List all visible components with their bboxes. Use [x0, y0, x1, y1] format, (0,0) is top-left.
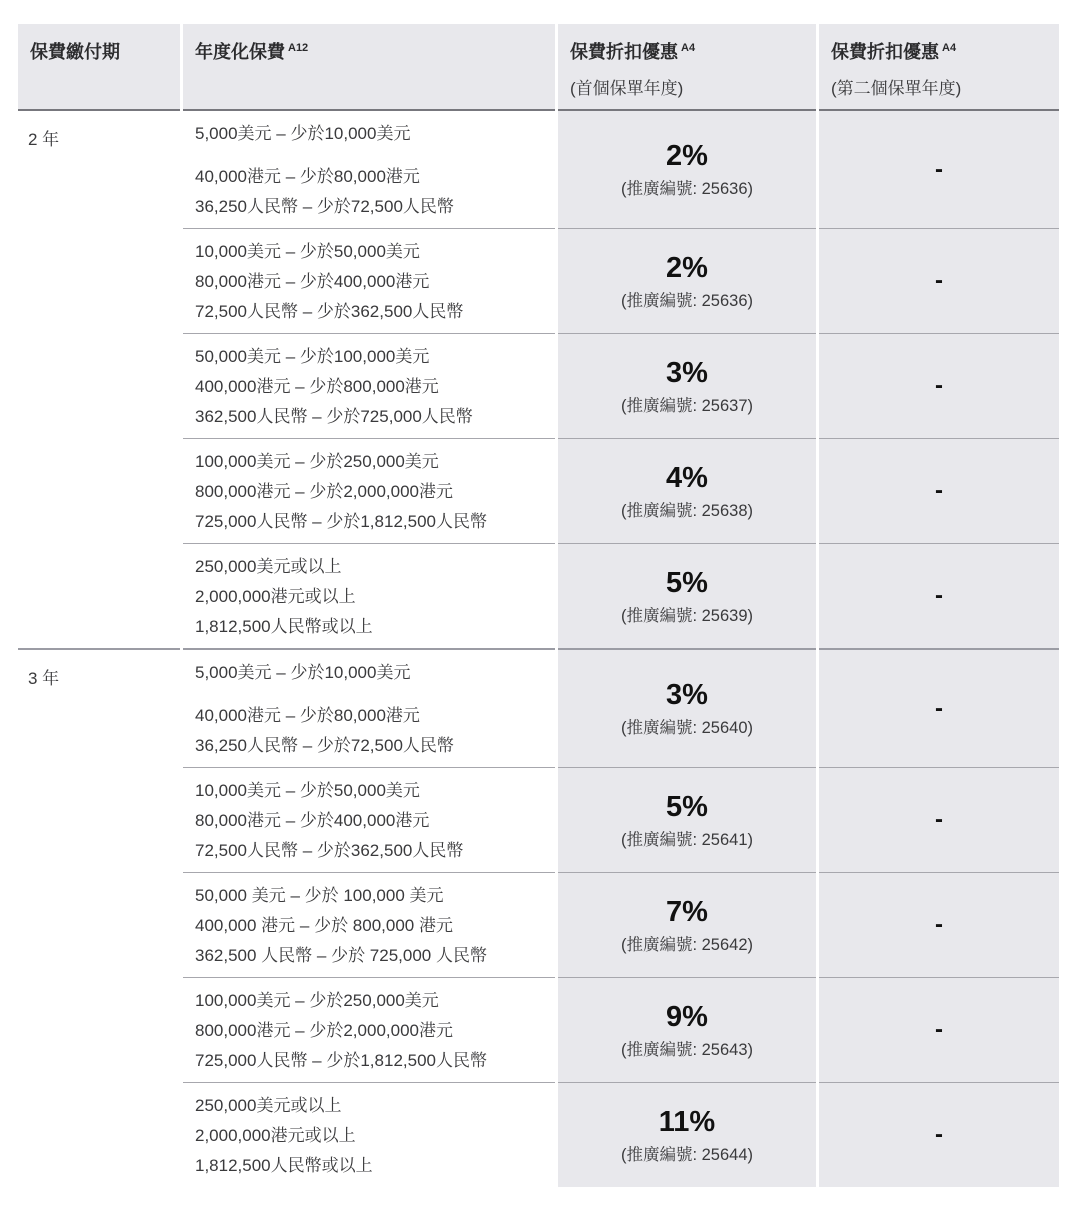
promo-code: (推廣編號: 25644) — [620, 1145, 754, 1164]
annualized-premium-cell — [183, 543, 555, 648]
annualized-premium-cell — [183, 228, 555, 333]
promo-code: (推廣編號: 25638) — [620, 501, 754, 520]
premium-tier-line: 40,000港元 – 少於80,000港元 — [195, 706, 420, 725]
premium-tier-line: 10,000美元 – 少於50,000美元 — [195, 242, 420, 261]
premium-tier-line: 800,000港元 – 少於2,000,000港元 — [195, 1021, 453, 1040]
discount-first-year-cell — [558, 111, 816, 228]
premium-tier-line: 5,000美元 – 少於10,000美元 — [195, 124, 411, 143]
discount-second-year-cell: - — [819, 977, 1059, 1082]
premium-tier-line: 100,000美元 – 少於250,000美元 — [195, 991, 439, 1010]
discount-percentage: 2% — [666, 251, 708, 284]
discount-percentage: 4% — [666, 461, 708, 494]
premium-tier-line: 362,500人民幣 – 少於725,000人民幣 — [195, 407, 473, 426]
discount-percentage: 9% — [666, 1000, 708, 1033]
premium-tier-line: 50,000美元 – 少於100,000美元 — [195, 347, 430, 366]
discount-percentage: 5% — [666, 790, 708, 823]
discount-second-year-cell: - — [819, 648, 1059, 767]
premium-tier-line: 80,000港元 – 少於400,000港元 — [195, 811, 430, 830]
discount-percentage: 3% — [666, 356, 708, 389]
discount-first-year-cell — [558, 767, 816, 872]
header-premium-payment-period-label: 保費繳付期 — [30, 42, 120, 62]
premium-tier-line: 2,000,000港元或以上 — [195, 587, 356, 606]
header-premium-payment-period — [18, 24, 180, 111]
discount-second-year-cell: - — [819, 228, 1059, 333]
header-row — [18, 24, 1059, 111]
premium-tier-line: 36,250人民幣 – 少於72,500人民幣 — [195, 197, 454, 216]
footnote-ref-a12: A12 — [288, 42, 309, 54]
header-discount-first-year — [558, 24, 816, 111]
annualized-premium-cell — [183, 1082, 555, 1187]
table-row — [18, 111, 1059, 228]
premium-discount-table — [15, 24, 1062, 1187]
annualized-premium-cell — [183, 333, 555, 438]
discount-first-year-cell — [558, 1082, 816, 1187]
discount-second-year-cell: - — [819, 111, 1059, 228]
premium-tier-line: 80,000港元 – 少於400,000港元 — [195, 272, 430, 291]
discount-second-year-cell: - — [819, 438, 1059, 543]
discount-second-year-cell: - — [819, 543, 1059, 648]
footnote-ref-a4-second: A4 — [942, 42, 957, 54]
header-annualized-premium-label: 年度化保費 — [195, 42, 285, 62]
premium-tier-line: 250,000美元或以上 — [195, 557, 342, 576]
premium-tier-line: 100,000美元 – 少於250,000美元 — [195, 452, 439, 471]
premium-tier-line: 50,000 美元 – 少於 100,000 美元 — [195, 886, 444, 905]
discount-percentage: 11% — [658, 1105, 716, 1138]
discount-first-year-cell — [558, 228, 816, 333]
promo-code: (推廣編號: 25642) — [620, 935, 754, 954]
premium-tier-line: 800,000港元 – 少於2,000,000港元 — [195, 482, 453, 501]
premium-tier-line: 362,500 人民幣 – 少於 725,000 人民幣 — [195, 946, 487, 965]
annualized-premium-cell — [183, 111, 555, 228]
premium-tier-line: 40,000港元 – 少於80,000港元 — [195, 167, 420, 186]
discount-first-year-cell — [558, 438, 816, 543]
promo-code: (推廣編號: 25641) — [620, 830, 754, 849]
premium-tier-line: 250,000美元或以上 — [195, 1096, 342, 1115]
annualized-premium-cell — [183, 648, 555, 767]
annualized-premium-cell — [183, 767, 555, 872]
annualized-premium-cell — [183, 872, 555, 977]
discount-first-year-cell — [558, 648, 816, 767]
premium-tier-line: 5,000美元 – 少於10,000美元 — [195, 663, 411, 682]
discount-second-year-cell: - — [819, 872, 1059, 977]
premium-tier-line: 72,500人民幣 – 少於362,500人民幣 — [195, 841, 464, 860]
header-discount-second-year-subtitle: (第二個保單年度) — [831, 79, 962, 98]
premium-tier-line: 2,000,000港元或以上 — [195, 1126, 356, 1145]
footnote-ref-a4-first: A4 — [681, 42, 696, 54]
annualized-premium-cell — [183, 977, 555, 1082]
table-header — [18, 24, 1059, 111]
promo-code: (推廣編號: 25643) — [620, 1040, 754, 1059]
premium-tier-line: 400,000港元 – 少於800,000港元 — [195, 377, 439, 396]
premium-tier-line: 1,812,500人民幣或以上 — [195, 1156, 373, 1175]
table-row — [18, 648, 1059, 767]
header-discount-first-year-subtitle: (首個保單年度) — [570, 79, 684, 98]
premium-tier-line: 400,000 港元 – 少於 800,000 港元 — [195, 916, 453, 935]
header-discount-first-year-label: 保費折扣優惠 — [570, 42, 678, 62]
discount-percentage: 3% — [666, 679, 708, 711]
promo-code: (推廣編號: 25637) — [620, 396, 754, 415]
premium-tier-line: 36,250人民幣 – 少於72,500人民幣 — [195, 736, 454, 755]
premium-tier-line: 72,500人民幣 – 少於362,500人民幣 — [195, 302, 464, 321]
premium-tier-line: 725,000人民幣 – 少於1,812,500人民幣 — [195, 1051, 487, 1070]
annualized-premium-cell — [183, 438, 555, 543]
discount-percentage: 5% — [666, 566, 708, 599]
discount-second-year-cell: - — [819, 767, 1059, 872]
discount-first-year-cell — [558, 543, 816, 648]
discount-percentage: 7% — [666, 895, 708, 928]
header-discount-second-year — [819, 24, 1059, 111]
discount-first-year-cell — [558, 977, 816, 1082]
promo-code: (推廣編號: 25639) — [620, 606, 754, 625]
premium-tier-line: 1,812,500人民幣或以上 — [195, 617, 373, 636]
premium-tier-line: 10,000美元 – 少於50,000美元 — [195, 781, 420, 800]
header-annualized-premium — [183, 24, 555, 111]
header-discount-second-year-label: 保費折扣優惠 — [831, 42, 939, 62]
discount-percentage: 2% — [666, 140, 708, 172]
period-cell: 2 年 — [18, 111, 180, 648]
table-body — [18, 111, 1059, 1187]
discount-second-year-cell: - — [819, 333, 1059, 438]
promo-code: (推廣編號: 25640) — [620, 719, 754, 737]
period-cell: 3 年 — [18, 648, 180, 1187]
discount-second-year-cell: - — [819, 1082, 1059, 1187]
promo-code: (推廣編號: 25636) — [620, 180, 754, 198]
discount-first-year-cell — [558, 333, 816, 438]
promo-code: (推廣編號: 25636) — [620, 291, 754, 310]
premium-tier-line: 725,000人民幣 – 少於1,812,500人民幣 — [195, 512, 487, 531]
discount-first-year-cell — [558, 872, 816, 977]
